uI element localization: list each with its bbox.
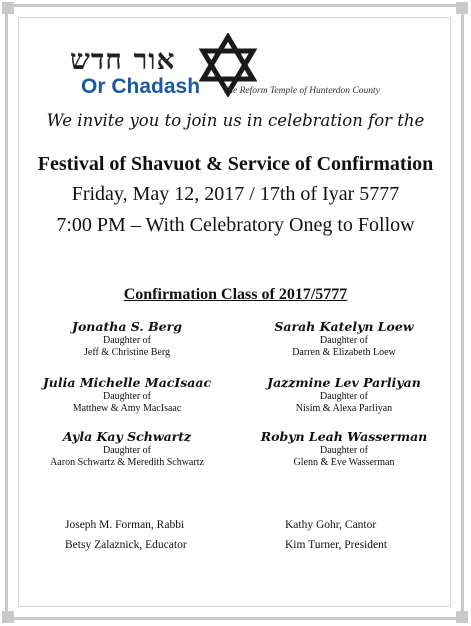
student-relation: Daughter of bbox=[319, 335, 369, 346]
student-parents: Nisim & Alexa Parliyan bbox=[295, 403, 393, 414]
logo-tagline: The Reform Temple of Hunterdon County bbox=[223, 86, 380, 96]
border-corner bbox=[2, 2, 14, 14]
staff-rabbi: Joseph M. Forman, Rabbi bbox=[65, 519, 185, 531]
logo-hebrew-text: אור חדש bbox=[70, 43, 176, 76]
student-entry bbox=[239, 374, 449, 415]
student-entry bbox=[22, 374, 232, 415]
student-name: Robyn Leah Wasserman bbox=[260, 429, 428, 444]
student-relation: Daughter of bbox=[319, 445, 369, 456]
student-entry bbox=[22, 428, 232, 469]
student-parents: Matthew & Amy MacIsaac bbox=[72, 403, 182, 414]
student-entry bbox=[22, 318, 232, 359]
student-parents: Aaron Schwartz & Meredith Schwartz bbox=[50, 457, 204, 468]
student-entry bbox=[239, 318, 449, 359]
border-corner bbox=[456, 2, 468, 14]
student-name: Jazzmine Lev Parliyan bbox=[267, 375, 421, 390]
event-title: Festival of Shavuot & Service of Confirmation bbox=[37, 153, 434, 175]
staff-educator: Betsy Zalaznick, Educator bbox=[65, 539, 187, 551]
staff-cantor: Kathy Gohr, Cantor bbox=[285, 519, 377, 531]
event-date: Friday, May 12, 2017 / 17th of Iyar 5777 bbox=[71, 183, 400, 205]
student-relation: Daughter of bbox=[102, 445, 152, 456]
event-time: 7:00 PM – With Celebratory Oneg to Follow bbox=[56, 214, 415, 236]
student-name: Sarah Katelyn Loew bbox=[274, 319, 414, 334]
student-name: Julia Michelle MacIsaac bbox=[42, 375, 212, 390]
student-parents: Glenn & Eve Wasserman bbox=[293, 457, 395, 468]
invitation-line: We invite you to join us in celebration for the bbox=[46, 111, 425, 130]
student-parents: Darren & Elizabeth Loew bbox=[292, 347, 396, 358]
student-parents: Jeff & Christine Berg bbox=[83, 347, 170, 358]
border-corner bbox=[2, 611, 14, 623]
student-entry bbox=[239, 428, 449, 469]
logo-name: Or Chadash bbox=[81, 75, 201, 98]
class-title: Confirmation Class of 2017/5777 bbox=[123, 286, 348, 303]
student-relation: Daughter of bbox=[102, 335, 152, 346]
student-name: Jonatha S. Berg bbox=[72, 319, 182, 334]
temple-logo bbox=[70, 33, 390, 103]
staff-left bbox=[65, 515, 187, 555]
staff-president: Kim Turner, President bbox=[285, 539, 388, 551]
student-relation: Daughter of bbox=[319, 391, 369, 402]
student-relation: Daughter of bbox=[102, 391, 152, 402]
student-name: Ayla Kay Schwartz bbox=[62, 429, 192, 444]
border-corner bbox=[456, 611, 468, 623]
staff-right bbox=[285, 515, 387, 555]
